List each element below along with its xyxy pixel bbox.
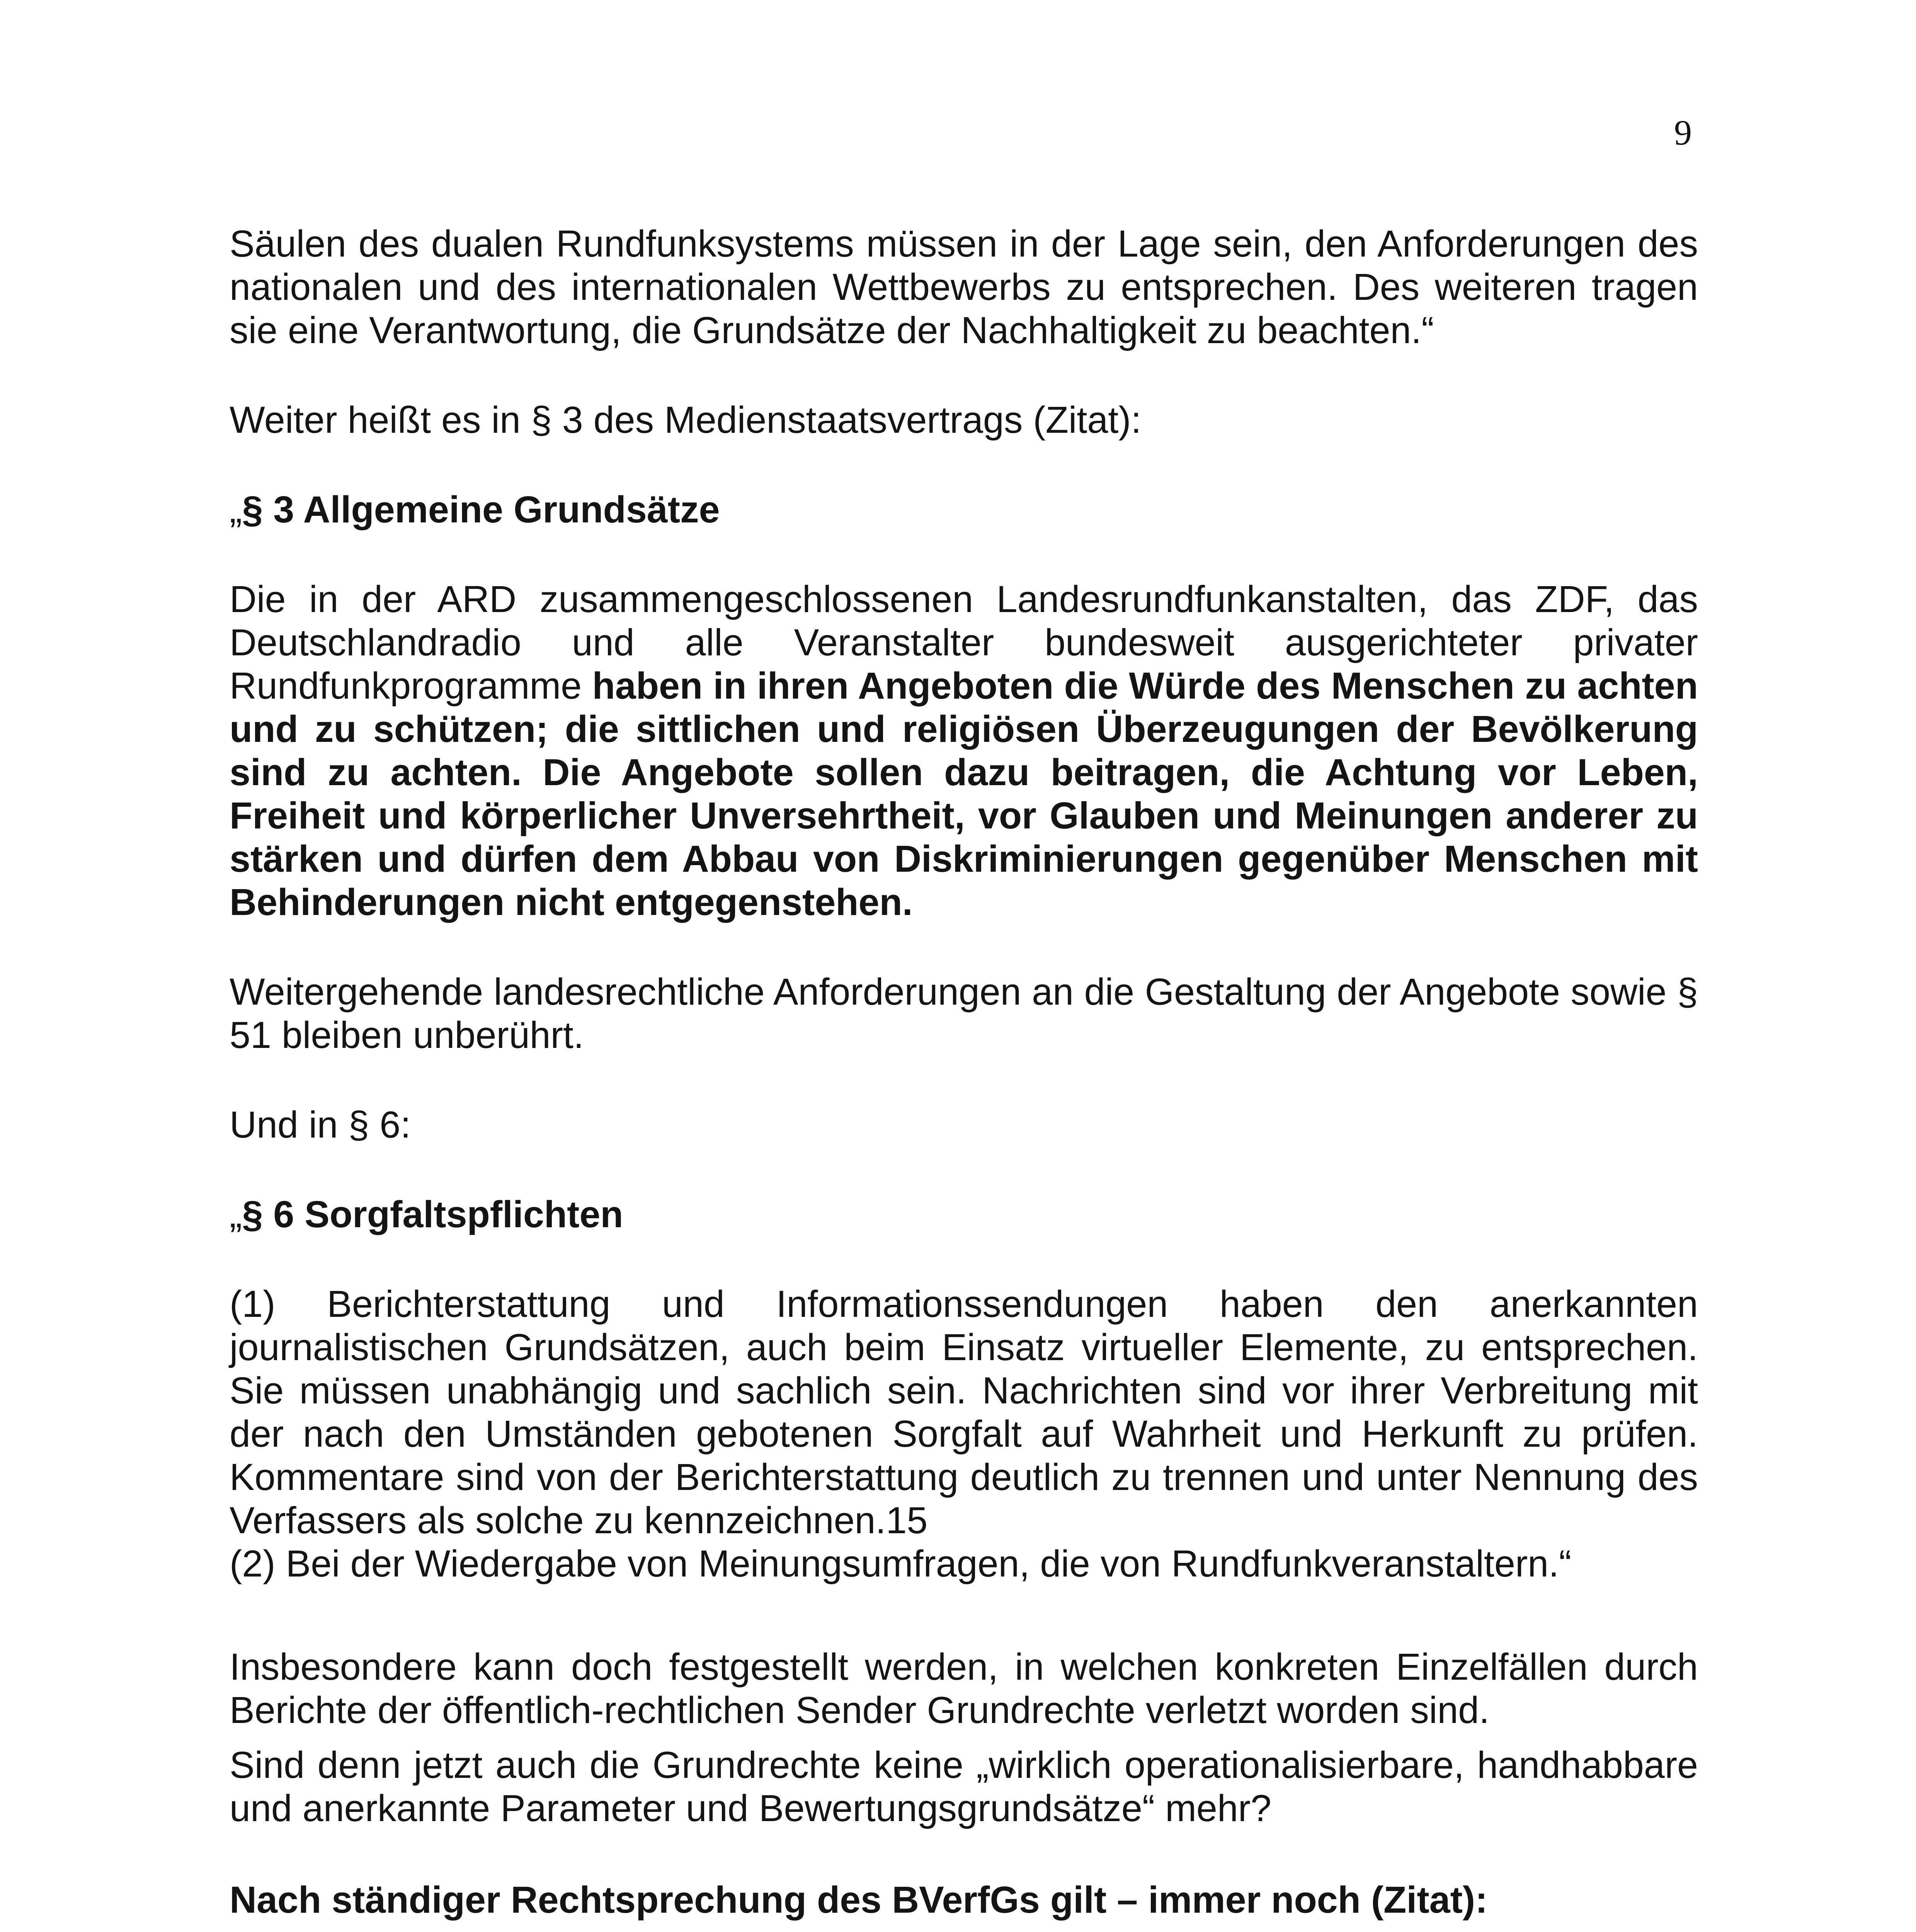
heading-bverfg: Nach ständiger Rechtsprechung des BVerfGs gilt – immer noch (Zitat):	[230, 1879, 1488, 1921]
page-body	[230, 222, 1698, 1932]
page-number: 9	[1674, 113, 1692, 152]
paragraph-grundrechte-frage: Sind denn jetzt auch die Grundrechte keine „wirklich operationalisierbare, handhabbare und anerkannte Parameter und Bewertungsgrundsätze“ mehr?	[230, 1744, 1698, 1829]
heading-par3	[230, 488, 1698, 531]
heading-par6	[230, 1193, 1698, 1236]
heading-par3-quote-mark: „	[230, 488, 242, 531]
paragraph-par6-abs1: (1) Berichterstattung und Informationssendungen haben den anerkannten journalistischen Grundsätzen, auch beim Einsatz virtueller Elemente, zu entsprechen. Sie müssen unabhängig und sachlich sein. Nachrichten sind vor ihrer Verbreitung mit der nach den Umständen gebotenen Sorgfalt auf Wahrheit und Herkunft zu prüfen. Kommentare sind von der Berichterstattung deutlich zu trennen und unter Nennung des Verfassers als solche zu kennzeichnen.15	[230, 1283, 1698, 1541]
paragraph-duales-rundfunksystem: Säulen des dualen Rundfunksystems müssen in der Lage sein, den Anforderungen des nationalen und des internationalen Wettbewerbs zu entsprechen. Des weiteren tragen sie eine Verantwortung, die Grundsätze der Nachhaltigkeit zu beachten.“	[230, 223, 1698, 351]
paragraph-intro-par3: Weiter heißt es in § 3 des Medienstaatsvertrags (Zitat):	[230, 399, 1142, 441]
heading-par6-quote-mark: „	[230, 1193, 242, 1235]
paragraph-par6-abs2: (2) Bei der Wiedergabe von Meinungsumfragen, die von Rundfunkveranstaltern.“	[230, 1543, 1572, 1585]
par3-text-normal: Die in der ARD zusammengeschlossenen Landesrundfunkanstalten, das ZDF, das Deutschlandradio und alle Veranstalter bundesweit ausgerichteter privater Rundfunkprogramme	[230, 578, 1698, 707]
paragraph-intro-par6: Und in § 6:	[230, 1104, 411, 1146]
heading-par3-text: § 3 Allgemeine Grundsätze	[242, 488, 720, 531]
paragraph-landesrecht: Weitergehende landesrechtliche Anforderungen an die Gestaltung der Angebote sowie § 51 bleiben unberührt.	[230, 971, 1698, 1056]
heading-par6-text: § 6 Sorgfaltspflichten	[242, 1193, 623, 1235]
paragraph-einzelfaelle: Insbesondere kann doch festgestellt werden, in welchen konkreten Einzelfällen durch Berichte der öffentlich-rechtlichen Sender Grundrechte verletzt worden sind.	[230, 1646, 1698, 1731]
paragraph-par3-text	[230, 578, 1698, 924]
par3-text-bold: haben in ihren Angeboten die Würde des Menschen zu achten und zu schützen; die sittlichen und religiösen Überzeugungen der Bevölkerung sind zu achten. Die Angebote sollen dazu beitragen, die Achtung vor Leben, Freiheit und körperlicher Unversehrtheit, vor Glauben und Meinungen anderer zu stärken und dürfen dem Abbau von Diskriminierungen gegenüber Menschen mit Behinderungen nicht entgegenstehen.	[230, 665, 1698, 923]
